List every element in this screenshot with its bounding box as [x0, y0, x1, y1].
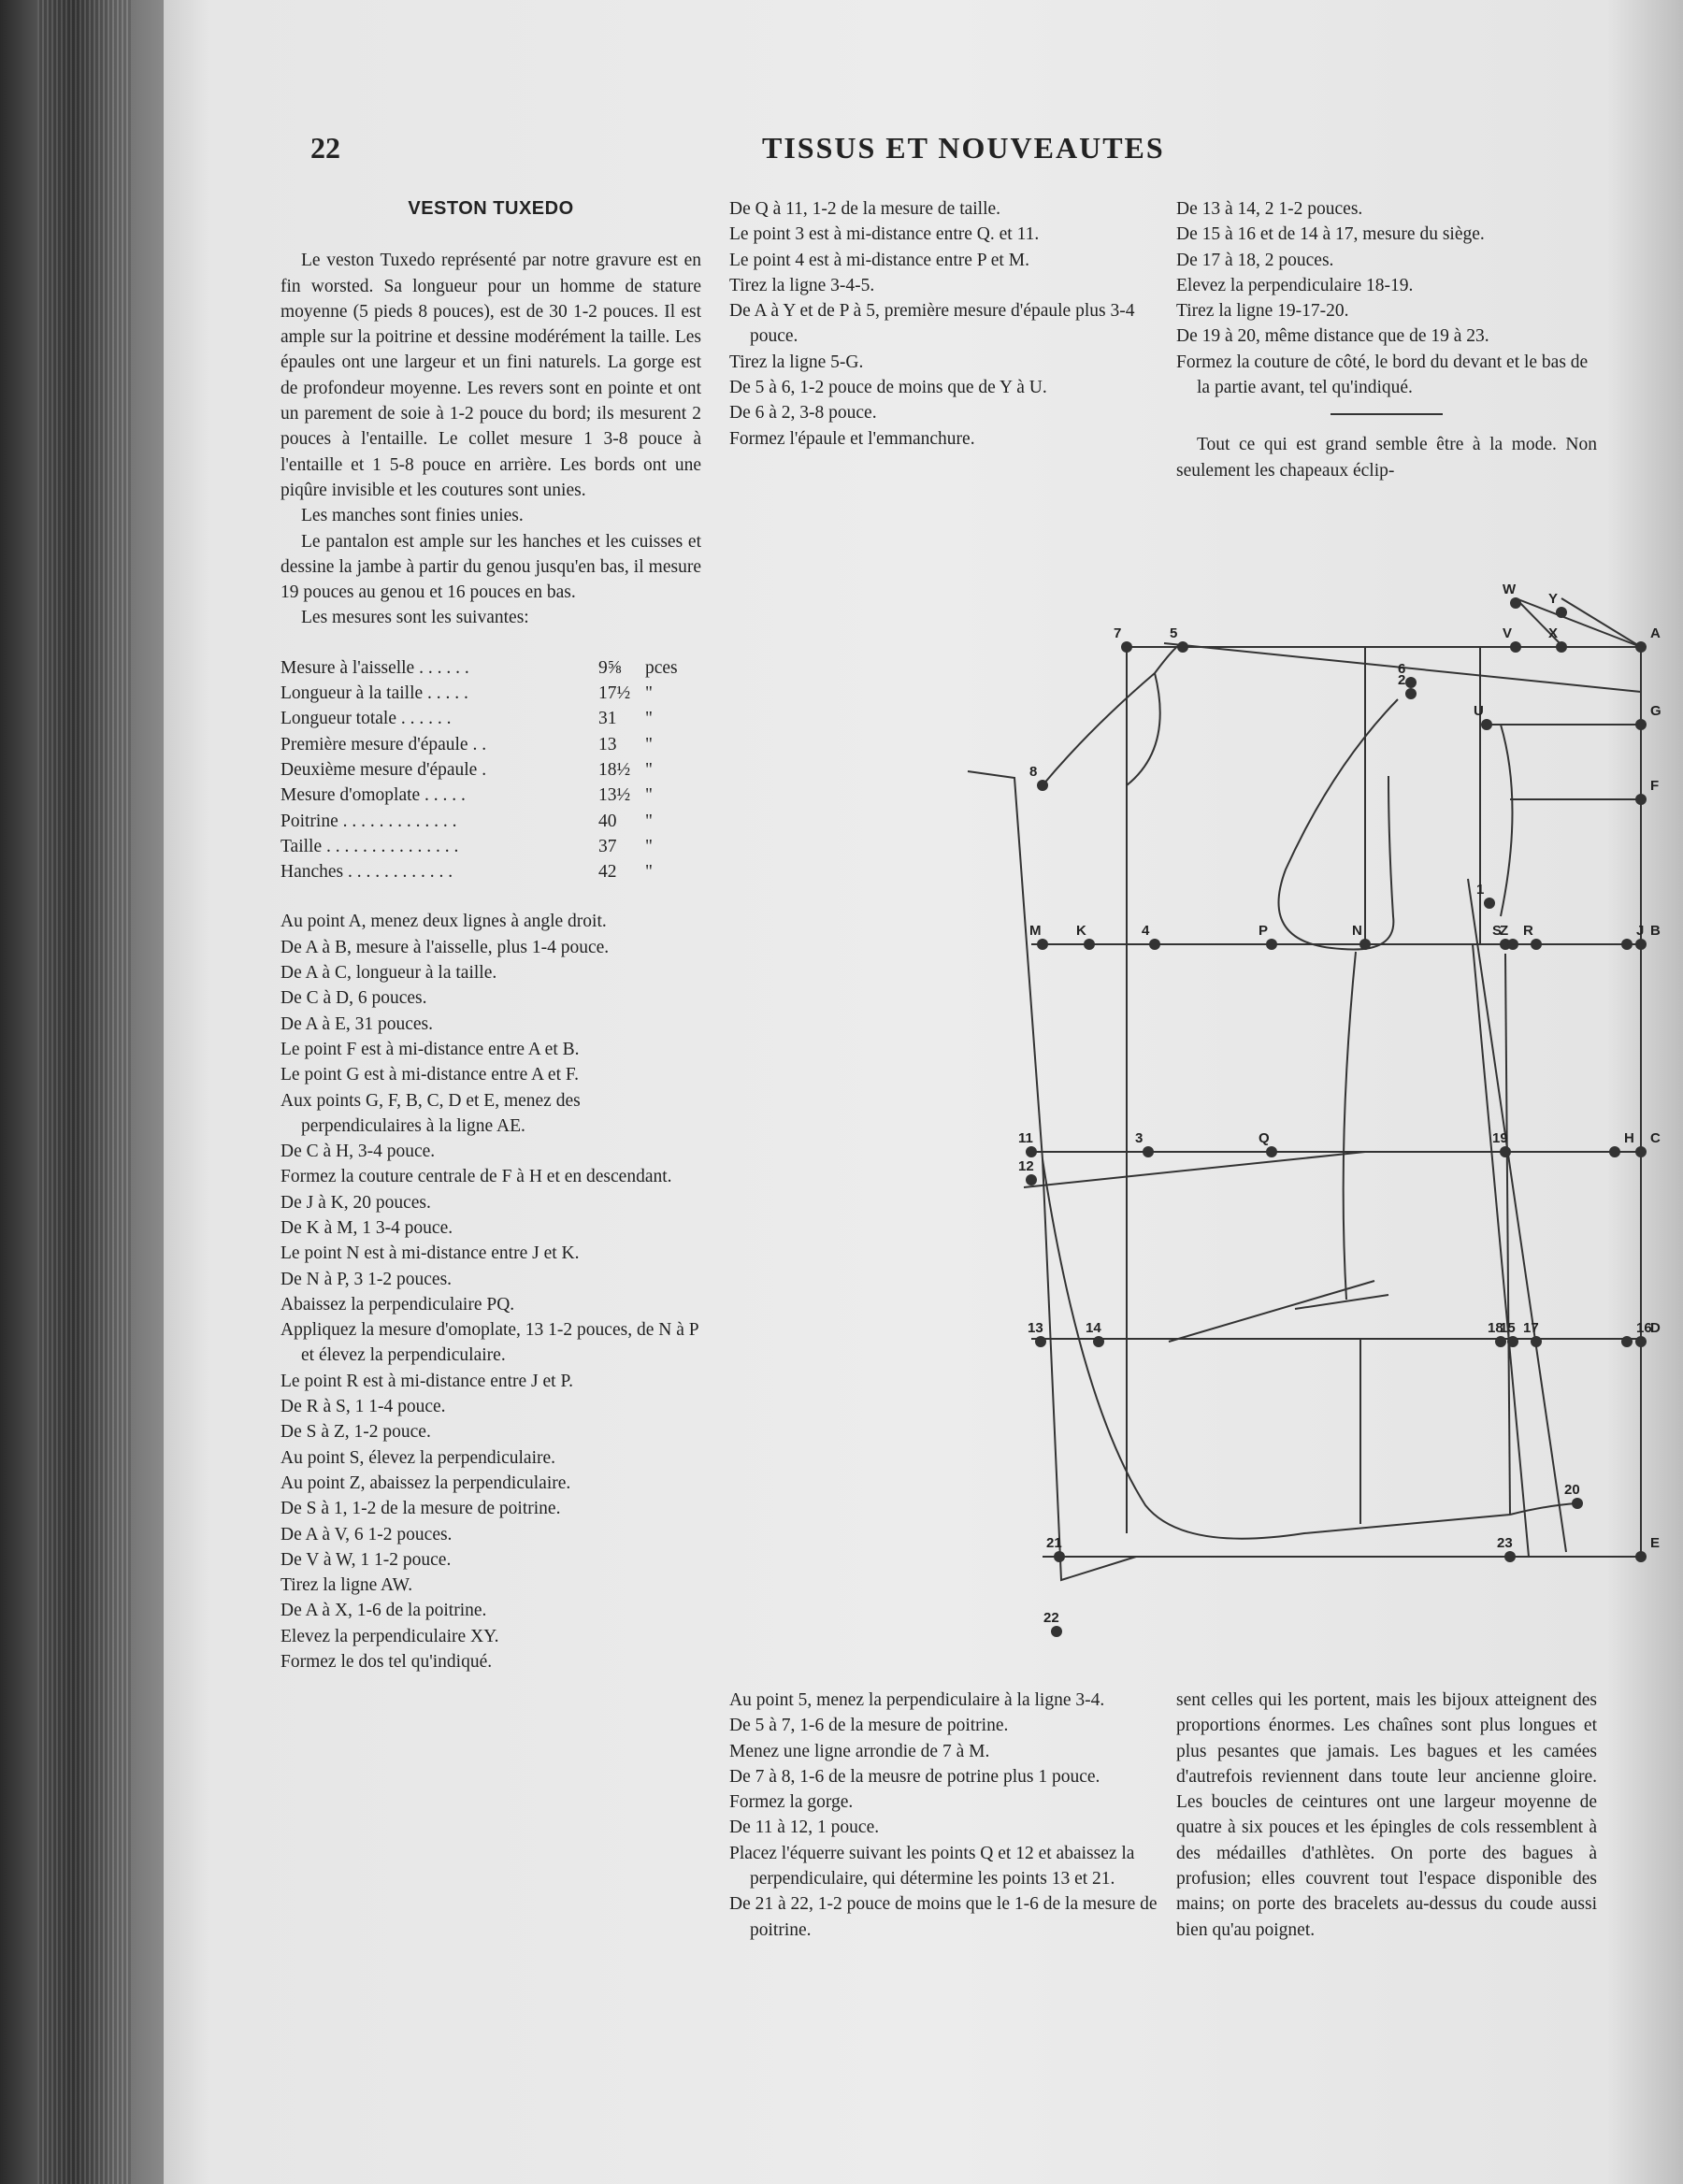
diagram-label: F — [1650, 778, 1660, 794]
diagram-point — [1635, 794, 1647, 805]
diagram-label: H — [1624, 1130, 1634, 1146]
measure-row — [280, 859, 701, 884]
diagram-point — [1084, 939, 1095, 950]
step-item: De C à H, 3-4 pouce. — [280, 1142, 436, 1162]
step-item: Le point F est à mi-distance entre A et B. — [280, 1039, 580, 1059]
diagram-label: C — [1650, 1130, 1661, 1146]
diagram-point — [1556, 641, 1567, 653]
diagram-point — [1500, 1146, 1511, 1157]
step-item: De S à Z, 1-2 pouce. — [280, 1422, 431, 1443]
article-title: VESTON TUXEDO — [408, 198, 574, 219]
diagram-label: 13 — [1028, 1320, 1043, 1336]
diagram-label: 19 — [1492, 1130, 1508, 1146]
diagram-label: U — [1474, 703, 1484, 719]
outline-curve — [1279, 699, 1399, 950]
construction-line — [1516, 598, 1641, 647]
diagram-point — [1484, 898, 1495, 909]
diagram-label: G — [1650, 703, 1661, 719]
outline-curve — [1344, 952, 1356, 1300]
step-item: De 21 à 22, 1-2 pouce de moins que le 1-6 de la mesure de poitrine. — [729, 1894, 1158, 1940]
diagram-point — [1556, 607, 1567, 618]
step-item: De 5 à 6, 1-2 pouce de moins que de Y à U. — [729, 378, 1047, 398]
diagram-point — [1177, 641, 1188, 653]
diagram-label: J — [1636, 923, 1645, 939]
measure-row — [280, 757, 701, 783]
step-item: De 15 à 16 et de 14 à 17, mesure du siège. — [1176, 224, 1485, 245]
measure-row — [280, 655, 701, 681]
measure-value: 13½ — [598, 785, 631, 806]
construction-line — [1024, 1152, 1365, 1187]
diagram-label: 11 — [1018, 1130, 1033, 1146]
diagram-point — [1037, 780, 1048, 791]
step-item: De C à D, 6 pouces. — [280, 988, 427, 1009]
diagram-label: 5 — [1170, 625, 1178, 641]
paragraph: Le veston Tuxedo représenté par notre gravure est en fin worsted. Sa longueur pour un homme de stature moyenne (5 pieds 8 pouces), est de 30 1-2 pouces. Il est ample sur la poitrine et dessine modérément la taille. Les épaules ont une largeur et un fini naturels. La gorge est de profondeur moyenne. Les revers sont en pointe et ont un parement de soie à 1-2 pouce du bord; ils mesurent 2 pouces à l'entaille. Le collet mesure 1 3-8 pouce à l'entaille et 1 5-8 pouce en arrière. Les bords ont une piqûre invisible et les coutures sont unies. — [280, 251, 701, 500]
diagram-label: 2 — [1398, 672, 1406, 688]
step-item: Aux points G, F, B, C, D et E, menez des perpendiculaires à la ligne AE. — [280, 1090, 581, 1136]
book-edge — [0, 0, 164, 2184]
column-1 — [280, 196, 701, 1674]
diagram-point — [1635, 641, 1647, 653]
construction-line — [1561, 598, 1641, 647]
measure-unit: pces — [645, 657, 678, 678]
column-2-bottom — [729, 1688, 1159, 1943]
diagram-label: 21 — [1046, 1535, 1062, 1551]
diagram-label: 18 — [1488, 1320, 1503, 1336]
measure-value: 18½ — [598, 759, 631, 780]
column-3-bottom — [1176, 1688, 1597, 1943]
step-item: De V à W, 1 1-2 pouce. — [280, 1549, 452, 1570]
paragraph: sent celles qui les portent, mais les bijoux atteignent des proportions énormes. Les chaînes sont plus longues et plus pesantes que jamais. Les bagues et les camées d'autrefois reviennent dans toute leur ancienne gloire. Les boucles de ceintures ont une largeur moyenne de quatre à six pouces et les épingles de cols ressemblent à des médailles d'athlètes. On porte des bagues à profusion; elles couvrent tout l'espace disponible des mains; on porte des bracelets au-dessus du coude aussi bien qu'au poignet. — [1176, 1690, 1597, 1940]
construction-line — [1169, 1281, 1374, 1342]
step-item: De 17 à 18, 2 pouces. — [1176, 250, 1334, 270]
diagram-point — [1037, 939, 1048, 950]
step-item: Tirez la ligne 19-17-20. — [1176, 301, 1349, 322]
step-item: De 7 à 8, 1-6 de la meusre de potrine plus 1 pouce. — [729, 1766, 1100, 1787]
column-3-top — [1176, 196, 1597, 483]
diagram-label: 20 — [1564, 1482, 1580, 1498]
diagram-label: E — [1650, 1535, 1661, 1551]
measure-value: 42 — [598, 862, 617, 883]
diagram-label: S — [1492, 923, 1503, 939]
step-item: De A à X, 1-6 de la poitrine. — [280, 1601, 487, 1621]
measure-value: 37 — [598, 836, 617, 856]
measure-value: 9⅝ — [598, 657, 622, 678]
step-item: Le point N est à mi-distance entre J et K. — [280, 1243, 580, 1264]
diagram-label: P — [1259, 923, 1269, 939]
diagram-label: 23 — [1497, 1535, 1513, 1551]
measure-label: Poitrine . . . . . . . . . . . . . — [280, 811, 457, 831]
outline-curve — [1501, 725, 1513, 916]
measure-unit: " — [645, 709, 653, 729]
diagram-label: 16 — [1636, 1320, 1652, 1336]
measure-unit: " — [645, 759, 653, 780]
diagram-point — [1026, 1146, 1037, 1157]
diagram-label: 14 — [1086, 1320, 1101, 1336]
column-2-top — [729, 196, 1159, 452]
step-item: De A à C, longueur à la taille. — [280, 963, 497, 984]
measure-label: Taille . . . . . . . . . . . . . . . — [280, 836, 459, 856]
diagram-label: A — [1650, 625, 1661, 641]
step-item: De Q à 11, 1-2 de la mesure de taille. — [729, 199, 1001, 219]
step-item: De K à M, 1 3-4 pouce. — [280, 1217, 453, 1238]
diagram-point — [1635, 719, 1647, 730]
measure-row — [280, 706, 701, 731]
diagram-label: 12 — [1018, 1158, 1034, 1174]
diagram-label: B — [1650, 923, 1661, 939]
diagram-point — [1035, 1336, 1046, 1347]
diagram-point — [1026, 1174, 1037, 1185]
diagram-point — [1572, 1498, 1583, 1509]
measure-value: 31 — [598, 709, 617, 729]
diagram-label: N — [1352, 923, 1362, 939]
step-item: Le point G est à mi-distance entre A et F. — [280, 1065, 580, 1085]
diagram-point — [1266, 1146, 1277, 1157]
step-item: Au point A, menez deux lignes à angle droit. — [280, 912, 607, 932]
divider — [1331, 413, 1443, 415]
diagram-label: 6 — [1398, 661, 1406, 677]
diagram-label: 22 — [1043, 1610, 1059, 1626]
diagram-label: Q — [1259, 1130, 1270, 1146]
measure-unit: " — [645, 836, 653, 856]
measure-row — [280, 681, 701, 706]
diagram-point — [1121, 641, 1132, 653]
measurements-table — [280, 655, 701, 885]
step-item: Formez la gorge. — [729, 1792, 854, 1813]
diagram-label: K — [1076, 923, 1086, 939]
step-item: Le point 3 est à mi-distance entre Q. et 11. — [729, 224, 1040, 245]
step-item: De A à Y et de P à 5, première mesure d'épaule plus 3-4 pouce. — [729, 301, 1135, 347]
diagram-point — [1621, 939, 1633, 950]
diagram-point — [1054, 1551, 1065, 1562]
step-item: Elevez la perpendiculaire 18-19. — [1176, 275, 1414, 295]
step-item: Menez une ligne arrondie de 7 à M. — [729, 1741, 990, 1761]
measure-unit: " — [645, 734, 653, 754]
diagram-point — [1507, 1336, 1518, 1347]
step-item: Tirez la ligne 5-G. — [729, 352, 864, 372]
diagram-label: V — [1503, 625, 1513, 641]
measure-label: Longueur à la taille . . . . . — [280, 683, 468, 704]
diagram-point — [1635, 1336, 1647, 1347]
diagram-point — [1051, 1626, 1062, 1637]
step-item: De A à B, mesure à l'aisselle, plus 1-4 pouce. — [280, 937, 610, 957]
diagram-point — [1621, 1336, 1633, 1347]
diagram-point — [1504, 1551, 1516, 1562]
page-number: 22 — [310, 131, 340, 165]
step-item: Formez la couture centrale de F à H et en descendant. — [280, 1167, 672, 1187]
step-item: Au point S, élevez la perpendiculaire. — [280, 1447, 556, 1468]
measure-row — [280, 809, 701, 834]
steps-list — [280, 909, 701, 1674]
step-item: Formez la couture de côté, le bord du devant et le bas de la partie avant, tel qu'indiqué. — [1176, 352, 1589, 398]
measure-label: Mesure d'omoplate . . . . . — [280, 785, 466, 806]
diagram-point — [1481, 719, 1492, 730]
diagram-label: 3 — [1135, 1130, 1144, 1146]
diagram-point — [1635, 1146, 1647, 1157]
diagram-point — [1405, 688, 1417, 699]
diagram-label: 4 — [1142, 923, 1150, 939]
page — [164, 0, 1683, 2184]
diagram-point — [1507, 939, 1518, 950]
diagram-label: Z — [1500, 923, 1509, 939]
diagram-point — [1510, 597, 1521, 609]
diagram-point — [1609, 1146, 1620, 1157]
step-item: De 11 à 12, 1 pouce. — [729, 1818, 880, 1838]
step-item: Elevez la perpendiculaire XY. — [280, 1626, 499, 1646]
diagram-point — [1531, 939, 1542, 950]
diagram-label: 7 — [1114, 625, 1122, 641]
construction-line — [1295, 1295, 1388, 1309]
step-item: Au point 5, menez la perpendiculaire à la ligne 3-4. — [729, 1690, 1105, 1710]
step-item: De R à S, 1 1-4 pouce. — [280, 1397, 446, 1417]
diagram-label: Y — [1548, 591, 1559, 607]
outline-curve — [1043, 644, 1183, 785]
step-item: Le point R est à mi-distance entre J et P. — [280, 1371, 574, 1391]
construction-line — [1468, 879, 1566, 1552]
diagram-label: R — [1523, 923, 1533, 939]
diagram-point — [1635, 1551, 1647, 1562]
measure-unit: " — [645, 785, 653, 806]
step-item: De A à V, 6 1-2 pouces. — [280, 1524, 453, 1545]
step-item: De A à E, 31 pouces. — [280, 1013, 434, 1034]
step-item: Au point Z, abaissez la perpendiculaire. — [280, 1473, 571, 1493]
diagram-point — [1143, 1146, 1154, 1157]
diagram-point — [1405, 677, 1417, 688]
step-item: Abaissez la perpendiculaire PQ. — [280, 1294, 515, 1315]
measure-row — [280, 732, 701, 757]
measure-value: 40 — [598, 811, 617, 831]
diagram-point — [1531, 1336, 1542, 1347]
diagram-point — [1359, 939, 1371, 950]
paragraph: Les manches sont finies unies. — [301, 506, 524, 526]
diagram-point — [1635, 939, 1647, 950]
step-item: De 19 à 20, même distance que de 19 à 23. — [1176, 326, 1489, 347]
diagram-label: 8 — [1029, 764, 1038, 780]
diagram-label: 1 — [1476, 882, 1485, 898]
paragraph: Le pantalon est ample sur les hanches et les cuisses et dessine la jambe à partir du genou jusqu'en bas, il mesure 19 pouces au genou et 16 pouces en bas. — [280, 531, 701, 603]
measure-label: Mesure à l'aisselle . . . . . . — [280, 657, 469, 678]
measure-row — [280, 783, 701, 808]
measure-unit: " — [645, 862, 653, 883]
step-item: Appliquez la mesure d'omoplate, 13 1-2 pouces, de N à P et élevez la perpendiculaire. — [280, 1320, 698, 1366]
diagram-label: X — [1548, 625, 1559, 641]
step-item: Formez le dos tel qu'indiqué. — [280, 1652, 493, 1673]
paragraph: Les mesures sont les suivantes: — [301, 608, 529, 628]
step-item: Le point 4 est à mi-distance entre P et M. — [729, 250, 1029, 270]
steps-list — [1176, 196, 1597, 400]
measure-label: Première mesure d'épaule . . — [280, 734, 487, 754]
step-item: De 13 à 14, 2 1-2 pouces. — [1176, 199, 1363, 219]
diagram-label: W — [1503, 582, 1517, 597]
outline-curve — [1505, 954, 1510, 1515]
measure-value: 13 — [598, 734, 617, 754]
diagram-point — [1093, 1336, 1104, 1347]
measure-row — [280, 834, 701, 859]
step-item: Tirez la ligne AW. — [280, 1575, 413, 1596]
measure-unit: " — [645, 683, 653, 704]
diagram-point — [1495, 1336, 1506, 1347]
construction-line — [1473, 944, 1529, 1557]
measure-unit: " — [645, 811, 653, 831]
measure-label: Longueur totale . . . . . . — [280, 709, 452, 729]
measure-value: 17½ — [598, 683, 631, 704]
step-item: De 6 à 2, 3-8 pouce. — [729, 403, 877, 424]
step-item: Formez l'épaule et l'emmanchure. — [729, 428, 975, 449]
step-item: Tirez la ligne 3-4-5. — [729, 275, 875, 295]
step-item: De S à 1, 1-2 de la mesure de poitrine. — [280, 1499, 561, 1519]
step-item: De J à K, 20 pouces. — [280, 1192, 431, 1213]
diagram-label: M — [1029, 923, 1042, 939]
outline-curve — [968, 771, 1136, 1580]
measure-label: Hanches . . . . . . . . . . . . — [280, 862, 453, 883]
diagram-point — [1266, 939, 1277, 950]
diagram-point — [1149, 939, 1160, 950]
step-item: De N à P, 3 1-2 pouces. — [280, 1269, 453, 1289]
diagram-label: D — [1650, 1320, 1661, 1336]
paragraph: Tout ce qui est grand semble être à la mode. Non seulement les chapeaux éclip- — [1176, 435, 1597, 481]
diagram-label: 15 — [1500, 1320, 1516, 1336]
outline-curve — [1127, 673, 1160, 785]
diagram-point — [1510, 641, 1521, 653]
step-item: Placez l'équerre suivant les points Q et 12 et abaissez la perpendiculaire, qui détermine les points 13 et 21. — [729, 1843, 1135, 1889]
running-title: TISSUS ET NOUVEAUTES — [762, 131, 1165, 165]
diagram-label: 17 — [1523, 1320, 1539, 1336]
pattern-diagram — [949, 561, 1669, 1655]
step-item: De 5 à 7, 1-6 de la mesure de poitrine. — [729, 1716, 1009, 1736]
measure-label: Deuxième mesure d'épaule . — [280, 759, 487, 780]
